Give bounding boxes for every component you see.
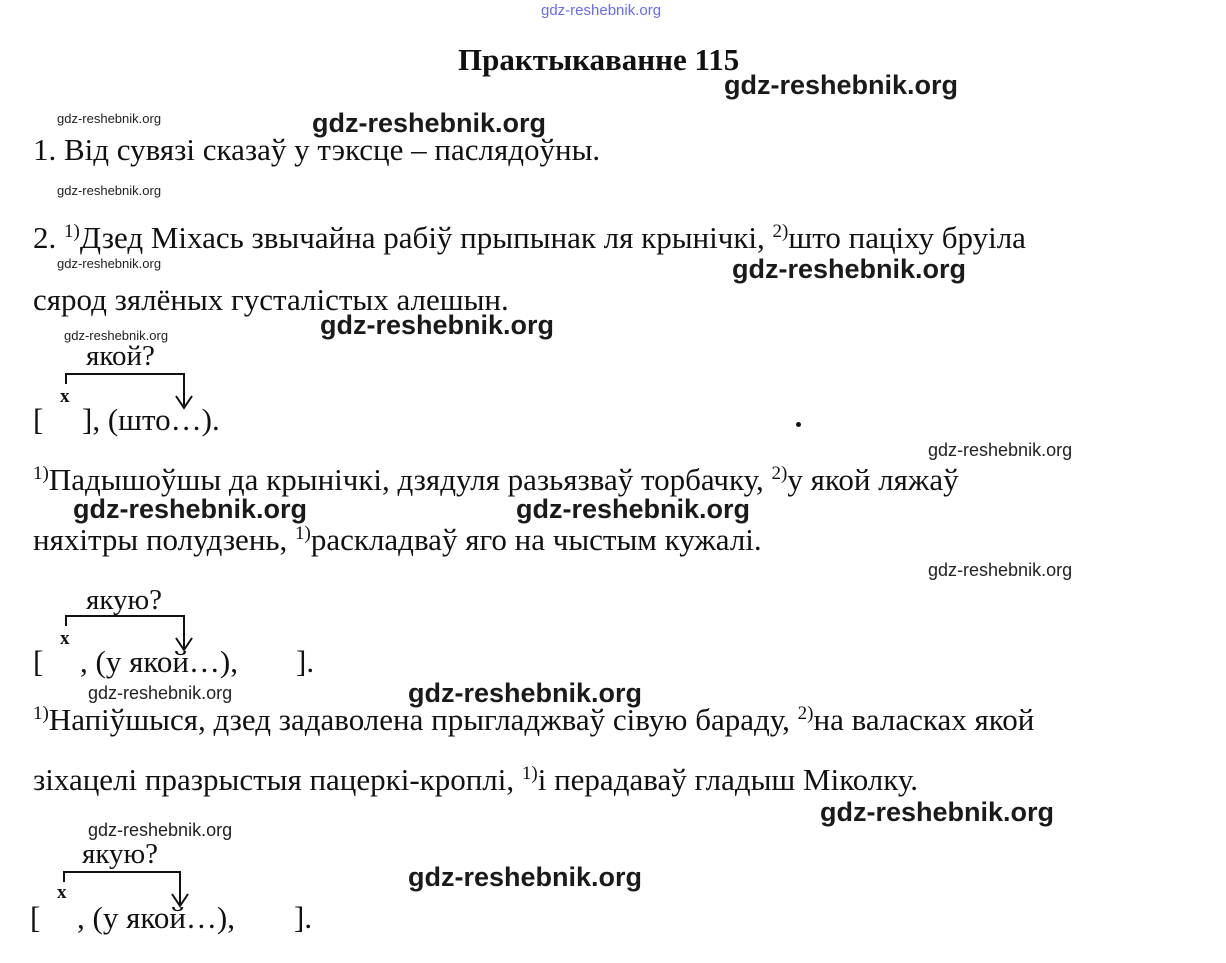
scheme-rest: ], (што…). bbox=[82, 402, 220, 437]
watermark-top: gdz-reshebnik.org bbox=[541, 2, 662, 19]
marker: 2) bbox=[771, 463, 788, 484]
sentence-2-line-2 bbox=[33, 522, 762, 558]
scheme-middle: , (у якой…), bbox=[77, 900, 235, 935]
sentence-text: і перадаваў гладыш Міколку. bbox=[537, 762, 919, 797]
scheme-question: якую? bbox=[86, 584, 163, 616]
sentence-2-line-1 bbox=[33, 462, 959, 498]
scheme-close: ]. bbox=[296, 644, 315, 679]
watermark: gdz-reshebnik.org bbox=[73, 494, 308, 524]
scheme-x-mark: x bbox=[57, 882, 67, 903]
watermark-small: gdz-reshebnik.org bbox=[88, 820, 233, 840]
scheme-close: ]. bbox=[294, 900, 313, 935]
watermark: gdz-reshebnik.org bbox=[732, 254, 967, 284]
sentence-text: няхітры полудзень, bbox=[33, 522, 288, 557]
page-title: Практыкаванне 115 bbox=[458, 42, 740, 77]
scheme-question: якую? bbox=[82, 838, 159, 870]
scheme-middle: , (у якой…), bbox=[80, 644, 238, 679]
watermark-small: gdz-reshebnik.org bbox=[928, 560, 1073, 580]
sentence-text: на валасках якой bbox=[813, 702, 1035, 737]
watermark: gdz-reshebnik.org bbox=[320, 310, 555, 340]
watermark: gdz-reshebnik.org bbox=[820, 797, 1055, 827]
watermark: gdz-reshebnik.org bbox=[408, 862, 643, 892]
watermark-small: gdz-reshebnik.org bbox=[57, 111, 162, 126]
watermark: gdz-reshebnik.org bbox=[724, 70, 959, 100]
scheme-x-mark: x bbox=[60, 628, 70, 649]
scheme-open-bracket: [ bbox=[30, 900, 41, 935]
sentence-1-line-2: сярод зялёных густалістых алешын. bbox=[33, 282, 509, 317]
task1-text: 1. Від сувязі сказаў у тэксце – паслядоўны. bbox=[33, 132, 601, 167]
watermark: gdz-reshebnik.org bbox=[312, 108, 547, 138]
sentence-1-line-1 bbox=[33, 220, 1026, 256]
watermark: gdz-reshebnik.org bbox=[408, 678, 643, 708]
scheme-open-bracket: [ bbox=[33, 644, 44, 679]
watermark-small: gdz-reshebnik.org bbox=[64, 328, 169, 343]
scheme-question: якой? bbox=[86, 340, 155, 372]
watermark-small: gdz-reshebnik.org bbox=[57, 183, 162, 198]
sentence-text: Падышоўшы да крынічкі, дзядуля разьязваў торбачку, bbox=[48, 462, 764, 497]
sentence-text: у якой ляжаў bbox=[787, 462, 959, 497]
scheme-x-mark: x bbox=[60, 386, 70, 407]
marker: 1) bbox=[33, 463, 49, 484]
marker: 2) bbox=[772, 221, 789, 242]
marker: 1) bbox=[521, 763, 538, 784]
sentence-text: Дзед Міхась звычайна рабіў прыпынак ля крынічкі, bbox=[79, 220, 765, 255]
watermark-small: gdz-reshebnik.org bbox=[928, 440, 1073, 460]
scheme-open-bracket: [ bbox=[33, 402, 44, 437]
stray-dot bbox=[796, 422, 801, 427]
sentence-text: зіхацелі празрыстыя пацеркі-кроплі, bbox=[33, 762, 515, 797]
watermark-small: gdz-reshebnik.org bbox=[88, 683, 233, 703]
watermark: gdz-reshebnik.org bbox=[516, 494, 751, 524]
marker: 1) bbox=[295, 523, 311, 544]
sentence-text: Напіўшыся, дзед задаволена прыгладжваў сівую бараду, bbox=[48, 702, 790, 737]
marker: 2) bbox=[797, 703, 814, 724]
watermark-small: gdz-reshebnik.org bbox=[57, 256, 162, 271]
sentence-text: што паціху бруіла bbox=[788, 220, 1026, 255]
marker: 1) bbox=[33, 703, 49, 724]
sentence-text: раскладваў яго на чыстым кужалі. bbox=[310, 522, 762, 557]
task2-number: 2. bbox=[33, 220, 57, 255]
sentence-3-line-2 bbox=[33, 762, 918, 798]
marker: 1) bbox=[64, 221, 80, 242]
